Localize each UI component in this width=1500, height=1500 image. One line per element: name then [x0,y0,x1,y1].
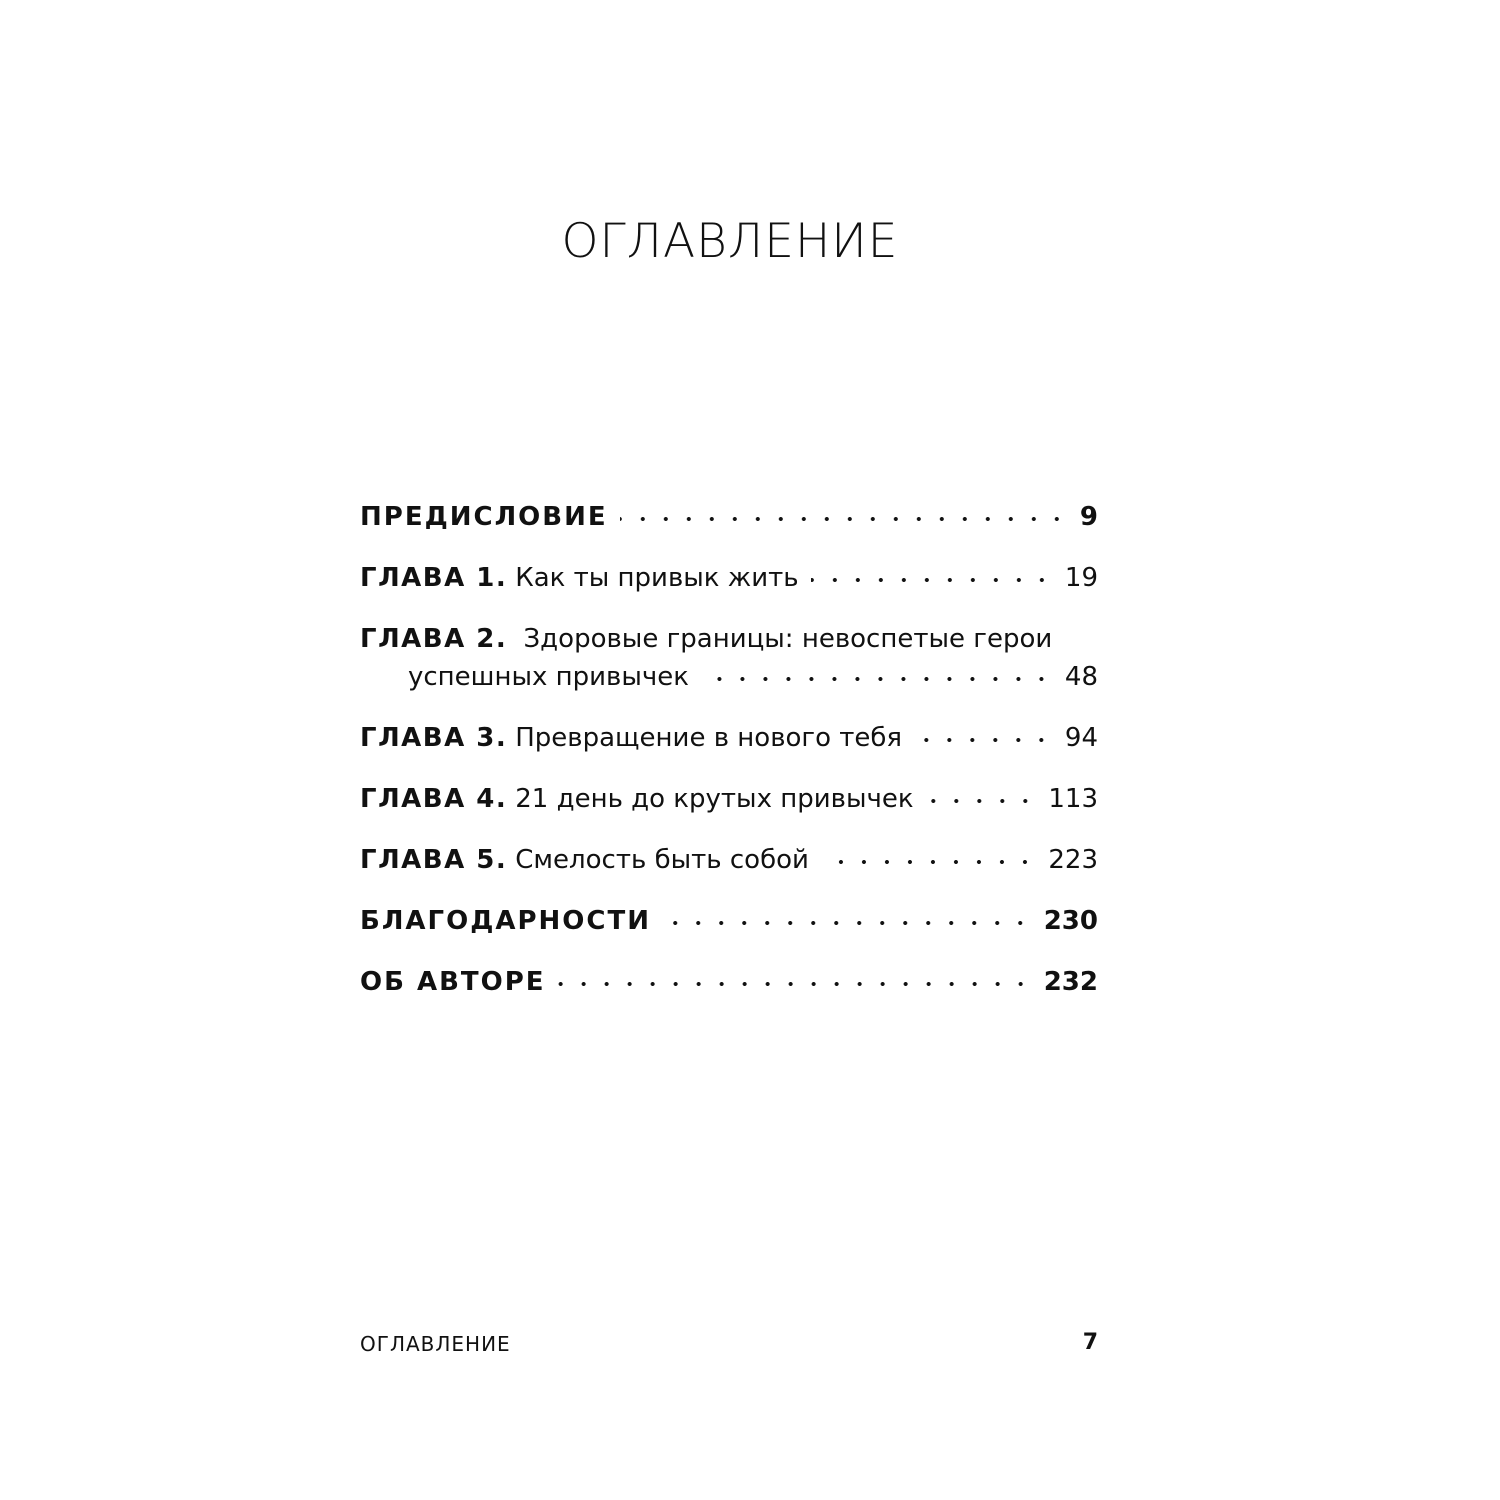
toc-entry-page: 232 [1043,967,1098,997]
chapter-label: ГЛАВА 4. [360,784,508,814]
dot-leader [663,920,1032,926]
chapter-title-line-2 [360,657,1098,697]
chapter-title-line-1 [360,619,1098,659]
dot-leader [558,981,1032,987]
page-title: ОГЛАВЛЕНИЕ [561,214,899,269]
chapter-title: Как ты привык жить [515,563,799,593]
toc-entry-chapter-1[interactable] [360,558,1098,598]
folio-page-number: 7 [1082,1330,1098,1355]
chapter-label: ГЛАВА 1. [360,563,508,593]
toc-entry-page: 230 [1043,906,1098,936]
toc-entry-chapter-4[interactable] [360,779,1098,819]
toc-entry-page: 113 [1048,784,1098,814]
dot-leader [701,676,1053,682]
toc-entry-label: ПРЕДИСЛОВИЕ [360,502,608,532]
toc-entry-page: 223 [1048,845,1098,875]
toc-entry-page: 48 [1064,662,1098,692]
dot-leader [914,737,1053,743]
toc-entry-preface[interactable] [360,497,1098,537]
dot-leader [926,798,1037,804]
chapter-label: ГЛАВА 2. [360,624,508,654]
toc-entry-page: 94 [1064,723,1098,753]
dot-leader [620,516,1068,522]
dot-leader [811,577,1053,583]
toc-entry-page: 19 [1064,563,1098,593]
chapter-title: Здоровые границы: невоспетые герои [523,624,1053,654]
chapter-title-continued: успешных привычек [408,662,689,692]
chapter-title: 21 день до крутых привычек [515,784,914,814]
table-of-contents [360,497,1098,1023]
chapter-title: Смелость быть собой [515,845,809,875]
toc-entry-chapter-3[interactable] [360,718,1098,758]
toc-entry-acknowledgements[interactable] [360,901,1098,941]
chapter-label: ГЛАВА 5. [360,845,508,875]
toc-entry-label: БЛАГОДАРНОСТИ [360,906,651,936]
toc-entry-label: ОБ АВТОРЕ [360,967,546,997]
dot-leader [821,859,1036,865]
toc-entry-about-author[interactable] [360,962,1098,1002]
running-head: ОГЛАВЛЕНИЕ [360,1332,511,1356]
chapter-title: Превращение в нового тебя [515,723,903,753]
toc-entry-page: 9 [1079,502,1098,532]
toc-entry-chapter-2[interactable] [360,619,1098,697]
toc-entry-chapter-5[interactable] [360,840,1098,880]
chapter-label: ГЛАВА 3. [360,723,508,753]
